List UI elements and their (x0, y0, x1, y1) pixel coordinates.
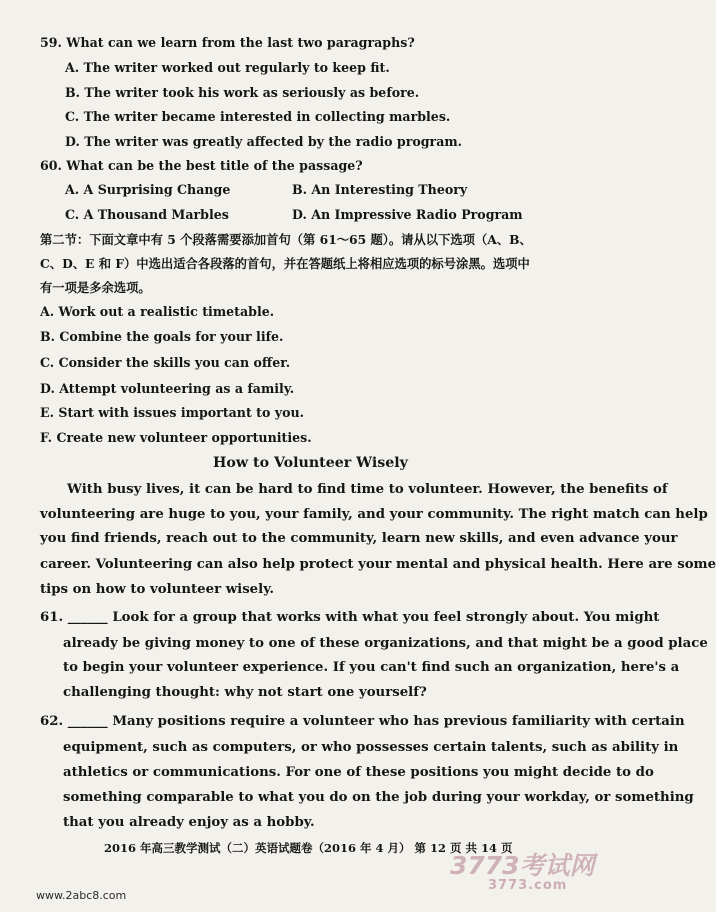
question-59-stem: 59. What can we learn from the last two paragraphs? (40, 35, 415, 50)
passage-intro-line-2: volunteering are huge to you, your family, and your community. The right match can help (40, 507, 708, 522)
question-60-option-b: B. An Interesting Theory (292, 182, 468, 197)
paragraph-61-line-2: already be giving money to one of these organizations, and that might be a good place (63, 636, 708, 651)
page-footer: 2016 年高三教学测试（二）英语试题卷（2016 年 4 月） 第 12 页 共 14 页 (104, 841, 513, 855)
paragraph-62-line-2: equipment, such as computers, or who possesses certain talents, such as ability in (63, 740, 679, 755)
paragraph-62-line-4: something comparable to what you do on the job during your workday, or something (63, 790, 694, 805)
passage-title: How to Volunteer Wisely (213, 455, 408, 471)
paragraph-62-first-line (40, 714, 685, 730)
passage-intro-line-3: you find friends, reach out to the community, learn new skills, and even advance your (40, 531, 678, 546)
paragraph-61-line-3: to begin your volunteer experience. If you can't find such an organization, here's a (63, 660, 680, 675)
section-2-option-b: B. Combine the goals for your life. (40, 329, 284, 344)
passage-intro-line-5: tips on how to volunteer wisely. (40, 582, 275, 597)
paragraph-62-number: 62. (40, 714, 64, 729)
section-2-option-d: D. Attempt volunteering as a family. (40, 381, 295, 396)
section-2-option-c: C. Consider the skills you can offer. (40, 355, 291, 370)
section-2-option-a: A. Work out a realistic timetable. (40, 304, 275, 319)
section-2-option-e: E. Start with issues important to you. (40, 405, 305, 420)
watermark-3773-brand: 3773考试网 (450, 851, 595, 880)
question-59-option-b: B. The writer took his work as seriously as before. (65, 85, 420, 100)
answer-blank-62[interactable]: ______ (67, 714, 108, 729)
section-2-instruction-line-3: 有一项是多余选项。 (40, 280, 151, 295)
answer-blank-61[interactable]: ______ (67, 610, 108, 625)
watermark-2abc8: www.2abc8.com (36, 889, 127, 902)
section-2-instruction-line-1: 第二节：下面文章中有 5 个段落需要添加首句（第 61～65 题）。请从以下选项（A、B、 (40, 232, 532, 247)
paragraph-62-line-5: that you already enjoy as a hobby. (63, 815, 315, 830)
paragraph-61-line-4: challenging thought: why not start one yourself? (63, 685, 427, 700)
question-60-stem: 60. What can be the best title of the passage? (40, 158, 363, 173)
paragraph-62-line-3: athletics or communications. For one of these positions you might decide to do (63, 765, 654, 780)
question-59-option-a: A. The writer worked out regularly to keep fit. (65, 60, 390, 75)
paragraph-61-number: 61. (40, 610, 64, 625)
section-2-instruction-line-2: C、D、E 和 F）中选出适合各段落的首句，并在答题纸上将相应选项的标号涂黑。选项中 (40, 256, 530, 271)
paragraph-61-first-line (40, 610, 659, 626)
paragraph-61-line-1: Look for a group that works with what you feel strongly about. You might (112, 610, 660, 625)
question-60-option-c: C. A Thousand Marbles (65, 207, 229, 222)
question-60-option-a: A. A Surprising Change (65, 182, 231, 197)
watermark-3773-url: 3773.com (488, 878, 568, 893)
section-2-option-f: F. Create new volunteer opportunities. (40, 430, 312, 445)
question-60-option-d: D. An Impressive Radio Program (292, 207, 523, 222)
question-59-option-d: D. The writer was greatly affected by the radio program. (65, 134, 463, 149)
passage-intro-line-4: career. Volunteering can also help protect your mental and physical health. Here are some (40, 557, 716, 572)
passage-intro-line-1: With busy lives, it can be hard to find time to volunteer. However, the benefits of (67, 482, 668, 497)
question-59-option-c: C. The writer became interested in collecting marbles. (65, 109, 451, 124)
paragraph-62-line-1: Many positions require a volunteer who has previous familiarity with certain (112, 714, 685, 729)
